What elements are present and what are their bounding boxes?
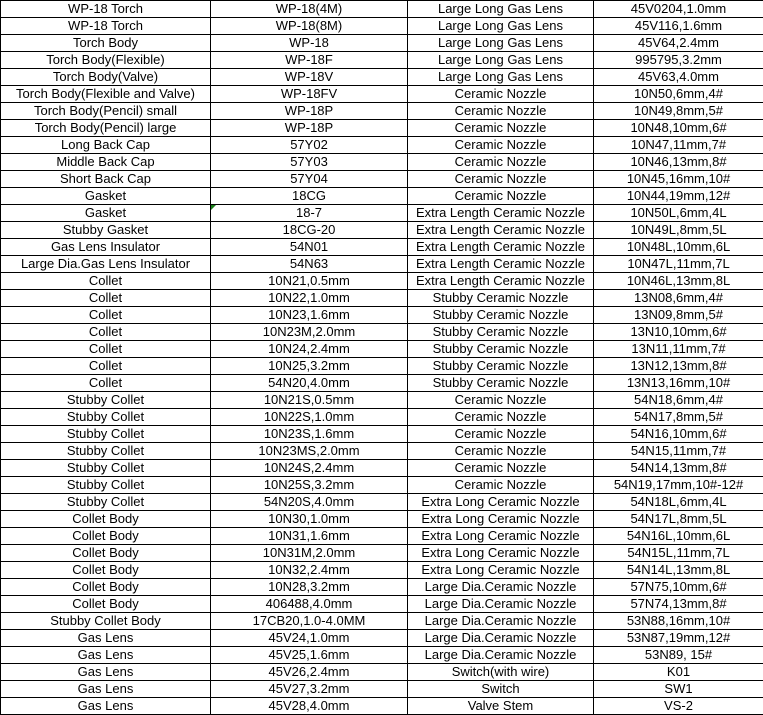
part-number-cell[interactable]: 10N22,1.0mm xyxy=(211,290,408,307)
nozzle-name-cell[interactable]: Switch(with wire) xyxy=(408,664,594,681)
nozzle-name-cell[interactable]: Stubby Ceramic Nozzle xyxy=(408,341,594,358)
nozzle-name-cell[interactable]: Valve Stem xyxy=(408,698,594,715)
nozzle-name-cell[interactable]: Extra Long Ceramic Nozzle xyxy=(408,494,594,511)
table-row xyxy=(1,579,763,596)
nozzle-name-cell[interactable]: Ceramic Nozzle xyxy=(408,103,594,120)
table-row xyxy=(1,307,763,324)
nozzle-name-cell[interactable]: Extra Length Ceramic Nozzle xyxy=(408,222,594,239)
part-number-cell[interactable]: 17CB20,1.0-4.0MM xyxy=(211,613,408,630)
nozzle-name-cell[interactable]: Extra Long Ceramic Nozzle xyxy=(408,545,594,562)
nozzle-spec-cell[interactable]: 10N47L,11mm,7L xyxy=(594,256,763,273)
table-row xyxy=(1,545,763,562)
nozzle-spec-cell[interactable]: VS-2 xyxy=(594,698,763,715)
table-row xyxy=(1,273,763,290)
table-row xyxy=(1,222,763,239)
part-name-cell[interactable]: Stubby Collet xyxy=(1,460,211,477)
part-number-cell[interactable]: 10N30,1.0mm xyxy=(211,511,408,528)
part-name-cell[interactable]: Collet Body xyxy=(1,511,211,528)
table-row xyxy=(1,358,763,375)
nozzle-name-cell[interactable]: Extra Long Ceramic Nozzle xyxy=(408,562,594,579)
part-number-cell[interactable]: WP-18V xyxy=(211,69,408,86)
table-row xyxy=(1,494,763,511)
table-row xyxy=(1,477,763,494)
part-name-cell[interactable]: Torch Body(Flexible) xyxy=(1,52,211,69)
nozzle-name-cell[interactable]: Large Dia.Ceramic Nozzle xyxy=(408,613,594,630)
part-name-cell[interactable]: Stubby Collet xyxy=(1,426,211,443)
part-name-cell[interactable]: Gasket xyxy=(1,188,211,205)
nozzle-name-cell[interactable]: Extra Length Ceramic Nozzle xyxy=(408,256,594,273)
table-row xyxy=(1,103,763,120)
nozzle-name-cell[interactable]: Ceramic Nozzle xyxy=(408,426,594,443)
part-number-cell[interactable]: 45V24,1.0mm xyxy=(211,630,408,647)
part-number-cell[interactable]: WP-18(8M) xyxy=(211,18,408,35)
part-number-cell[interactable]: 45V25,1.6mm xyxy=(211,647,408,664)
table-row xyxy=(1,664,763,681)
part-name-cell[interactable]: Torch Body(Flexible and Valve) xyxy=(1,86,211,103)
part-number-cell[interactable]: WP-18 xyxy=(211,35,408,52)
part-number-cell[interactable]: 57Y02 xyxy=(211,137,408,154)
part-number-cell[interactable]: WP-18FV xyxy=(211,86,408,103)
part-name-cell[interactable]: Collet xyxy=(1,324,211,341)
table-row xyxy=(1,86,763,103)
nozzle-spec-cell[interactable]: 57N74,13mm,8# xyxy=(594,596,763,613)
part-name-cell[interactable]: Stubby Collet xyxy=(1,477,211,494)
table-row xyxy=(1,630,763,647)
part-name-cell[interactable]: Stubby Gasket xyxy=(1,222,211,239)
table-row xyxy=(1,392,763,409)
nozzle-name-cell[interactable]: Stubby Ceramic Nozzle xyxy=(408,290,594,307)
part-name-cell[interactable]: Stubby Collet xyxy=(1,392,211,409)
nozzle-spec-cell[interactable]: 53N88,16mm,10# xyxy=(594,613,763,630)
nozzle-name-cell[interactable]: Ceramic Nozzle xyxy=(408,86,594,103)
nozzle-name-cell[interactable]: Ceramic Nozzle xyxy=(408,154,594,171)
nozzle-spec-cell[interactable]: 10N49L,8mm,5L xyxy=(594,222,763,239)
nozzle-spec-cell[interactable]: 10N50L,6mm,4L xyxy=(594,205,763,222)
table-row xyxy=(1,239,763,256)
table-row xyxy=(1,647,763,664)
part-name-cell[interactable]: WP-18 Torch xyxy=(1,1,211,18)
part-name-cell[interactable]: Collet xyxy=(1,273,211,290)
nozzle-name-cell[interactable]: Ceramic Nozzle xyxy=(408,392,594,409)
nozzle-spec-cell[interactable]: 13N11,11mm,7# xyxy=(594,341,763,358)
table-row xyxy=(1,256,763,273)
part-name-cell[interactable]: Short Back Cap xyxy=(1,171,211,188)
table-row xyxy=(1,698,763,715)
nozzle-name-cell[interactable]: Stubby Ceramic Nozzle xyxy=(408,324,594,341)
nozzle-spec-cell[interactable]: 45V64,2.4mm xyxy=(594,35,763,52)
nozzle-name-cell[interactable]: Extra Length Ceramic Nozzle xyxy=(408,239,594,256)
table-row xyxy=(1,69,763,86)
part-name-cell[interactable]: Gas Lens xyxy=(1,681,211,698)
part-name-cell[interactable]: Middle Back Cap xyxy=(1,154,211,171)
part-number-cell[interactable]: 10N23S,1.6mm xyxy=(211,426,408,443)
part-number-cell[interactable]: 54N01 xyxy=(211,239,408,256)
table-row xyxy=(1,562,763,579)
nozzle-spec-cell[interactable]: 54N16,10mm,6# xyxy=(594,426,763,443)
part-number-cell[interactable]: 54N63 xyxy=(211,256,408,273)
nozzle-spec-cell[interactable]: 13N09,8mm,5# xyxy=(594,307,763,324)
part-number-cell[interactable]: 10N25,3.2mm xyxy=(211,358,408,375)
nozzle-name-cell[interactable]: Stubby Ceramic Nozzle xyxy=(408,307,594,324)
part-number-cell[interactable]: 406488,4.0mm xyxy=(211,596,408,613)
nozzle-spec-cell[interactable]: 54N16L,10mm,6L xyxy=(594,528,763,545)
nozzle-name-cell[interactable]: Extra Length Ceramic Nozzle xyxy=(408,273,594,290)
table-row xyxy=(1,426,763,443)
table-row xyxy=(1,18,763,35)
part-name-cell[interactable]: Torch Body(Pencil) small xyxy=(1,103,211,120)
nozzle-spec-cell[interactable]: 53N89, 15# xyxy=(594,647,763,664)
part-number-cell[interactable]: 18CG-20 xyxy=(211,222,408,239)
table-row xyxy=(1,596,763,613)
part-name-cell[interactable]: Torch Body(Valve) xyxy=(1,69,211,86)
nozzle-name-cell[interactable]: Ceramic Nozzle xyxy=(408,137,594,154)
part-name-cell[interactable]: Gas Lens xyxy=(1,630,211,647)
table-row xyxy=(1,681,763,698)
part-number-cell[interactable]: 10N24S,2.4mm xyxy=(211,460,408,477)
nozzle-name-cell[interactable]: Large Long Gas Lens xyxy=(408,1,594,18)
part-name-cell[interactable]: Gas Lens Insulator xyxy=(1,239,211,256)
part-name-cell[interactable]: Gas Lens xyxy=(1,664,211,681)
table-row xyxy=(1,341,763,358)
nozzle-spec-cell[interactable]: 10N46,13mm,8# xyxy=(594,154,763,171)
part-number-cell[interactable]: WP-18F xyxy=(211,52,408,69)
nozzle-spec-cell[interactable]: 54N19,17mm,10#-12# xyxy=(594,477,763,494)
part-number-cell[interactable]: WP-18P xyxy=(211,120,408,137)
nozzle-spec-cell[interactable]: 10N48L,10mm,6L xyxy=(594,239,763,256)
part-number-cell[interactable]: 10N21,0.5mm xyxy=(211,273,408,290)
part-name-cell[interactable]: Collet Body xyxy=(1,545,211,562)
table-row xyxy=(1,409,763,426)
nozzle-name-cell[interactable]: Ceramic Nozzle xyxy=(408,460,594,477)
nozzle-spec-cell[interactable]: 54N17,8mm,5# xyxy=(594,409,763,426)
nozzle-spec-cell[interactable]: 13N13,16mm,10# xyxy=(594,375,763,392)
table-row xyxy=(1,171,763,188)
part-name-cell[interactable]: WP-18 Torch xyxy=(1,18,211,35)
part-name-cell[interactable]: Collet xyxy=(1,290,211,307)
nozzle-spec-cell[interactable]: 10N44,19mm,12# xyxy=(594,188,763,205)
part-number-cell[interactable]: 10N28,3.2mm xyxy=(211,579,408,596)
nozzle-spec-cell[interactable]: 54N18L,6mm,4L xyxy=(594,494,763,511)
part-name-cell[interactable]: Torch Body xyxy=(1,35,211,52)
part-number-cell[interactable]: 18-7 xyxy=(211,205,408,222)
nozzle-spec-cell[interactable]: 13N08,6mm,4# xyxy=(594,290,763,307)
part-number-cell[interactable]: 45V26,2.4mm xyxy=(211,664,408,681)
nozzle-spec-cell[interactable]: 995795,3.2mm xyxy=(594,52,763,69)
part-name-cell[interactable]: Collet xyxy=(1,341,211,358)
nozzle-name-cell[interactable]: Large Dia.Ceramic Nozzle xyxy=(408,630,594,647)
table-row xyxy=(1,120,763,137)
part-number-cell[interactable]: 54N20S,4.0mm xyxy=(211,494,408,511)
table-row xyxy=(1,460,763,477)
part-number-cell[interactable]: 10N23M,2.0mm xyxy=(211,324,408,341)
part-number-cell[interactable]: 10N23MS,2.0mm xyxy=(211,443,408,460)
part-number-cell[interactable]: 10N21S,0.5mm xyxy=(211,392,408,409)
part-number-cell[interactable]: WP-18(4M) xyxy=(211,1,408,18)
part-number-cell[interactable]: 45V27,3.2mm xyxy=(211,681,408,698)
nozzle-name-cell[interactable]: Large Long Gas Lens xyxy=(408,35,594,52)
nozzle-name-cell[interactable]: Ceramic Nozzle xyxy=(408,120,594,137)
table-row xyxy=(1,52,763,69)
part-number-cell[interactable]: 18CG xyxy=(211,188,408,205)
nozzle-name-cell[interactable]: Large Long Gas Lens xyxy=(408,18,594,35)
part-number-cell[interactable]: 10N31M,2.0mm xyxy=(211,545,408,562)
table-row xyxy=(1,528,763,545)
part-name-cell[interactable]: Stubby Collet xyxy=(1,494,211,511)
table-row xyxy=(1,511,763,528)
part-number-cell[interactable]: 10N31,1.6mm xyxy=(211,528,408,545)
table-row xyxy=(1,205,763,222)
nozzle-spec-cell[interactable]: 54N14L,13mm,8L xyxy=(594,562,763,579)
nozzle-name-cell[interactable]: Ceramic Nozzle xyxy=(408,188,594,205)
part-number-cell[interactable]: 10N24,2.4mm xyxy=(211,341,408,358)
table-row xyxy=(1,324,763,341)
nozzle-name-cell[interactable]: Large Long Gas Lens xyxy=(408,52,594,69)
nozzle-name-cell[interactable]: Extra Long Ceramic Nozzle xyxy=(408,528,594,545)
table-row xyxy=(1,137,763,154)
table-row xyxy=(1,375,763,392)
nozzle-name-cell[interactable]: Large Dia.Ceramic Nozzle xyxy=(408,596,594,613)
nozzle-name-cell[interactable]: Switch xyxy=(408,681,594,698)
parts-table-body xyxy=(1,1,763,715)
nozzle-spec-cell[interactable]: 57N75,10mm,6# xyxy=(594,579,763,596)
table-row xyxy=(1,35,763,52)
nozzle-name-cell[interactable]: Large Long Gas Lens xyxy=(408,69,594,86)
nozzle-spec-cell[interactable]: 45V116,1.6mm xyxy=(594,18,763,35)
part-name-cell[interactable]: Torch Body(Pencil) large xyxy=(1,120,211,137)
nozzle-spec-cell[interactable]: 54N14,13mm,8# xyxy=(594,460,763,477)
part-number-cell[interactable]: 57Y03 xyxy=(211,154,408,171)
nozzle-spec-cell[interactable]: 13N10,10mm,6# xyxy=(594,324,763,341)
nozzle-name-cell[interactable]: Stubby Ceramic Nozzle xyxy=(408,358,594,375)
part-name-cell[interactable]: Collet Body xyxy=(1,579,211,596)
nozzle-name-cell[interactable]: Large Dia.Ceramic Nozzle xyxy=(408,647,594,664)
part-name-cell[interactable]: Large Dia.Gas Lens Insulator xyxy=(1,256,211,273)
nozzle-name-cell[interactable]: Large Dia.Ceramic Nozzle xyxy=(408,579,594,596)
table-row xyxy=(1,290,763,307)
nozzle-spec-cell[interactable]: 53N87,19mm,12# xyxy=(594,630,763,647)
nozzle-spec-cell[interactable]: 45V63,4.0mm xyxy=(594,69,763,86)
part-name-cell[interactable]: Long Back Cap xyxy=(1,137,211,154)
part-number-cell[interactable]: 57Y04 xyxy=(211,171,408,188)
nozzle-spec-cell[interactable]: 45V0204,1.0mm xyxy=(594,1,763,18)
part-name-cell[interactable]: Gas Lens xyxy=(1,698,211,715)
nozzle-name-cell[interactable]: Extra Long Ceramic Nozzle xyxy=(408,511,594,528)
part-number-cell[interactable]: 45V28,4.0mm xyxy=(211,698,408,715)
nozzle-spec-cell[interactable]: 10N50,6mm,4# xyxy=(594,86,763,103)
table-row xyxy=(1,613,763,630)
part-name-cell[interactable]: Collet Body xyxy=(1,596,211,613)
part-name-cell[interactable]: Collet Body xyxy=(1,528,211,545)
part-number-cell[interactable]: 10N23,1.6mm xyxy=(211,307,408,324)
part-name-cell[interactable]: Gasket xyxy=(1,205,211,222)
table-row xyxy=(1,154,763,171)
nozzle-spec-cell[interactable]: 10N47,11mm,7# xyxy=(594,137,763,154)
part-number-cell[interactable]: 10N22S,1.0mm xyxy=(211,409,408,426)
nozzle-spec-cell[interactable]: 10N46L,13mm,8L xyxy=(594,273,763,290)
nozzle-name-cell[interactable]: Ceramic Nozzle xyxy=(408,409,594,426)
table-row xyxy=(1,188,763,205)
nozzle-name-cell[interactable]: Ceramic Nozzle xyxy=(408,443,594,460)
part-name-cell[interactable]: Collet xyxy=(1,375,211,392)
nozzle-spec-cell[interactable]: 10N49,8mm,5# xyxy=(594,103,763,120)
part-name-cell[interactable]: Collet xyxy=(1,307,211,324)
part-name-cell[interactable]: Stubby Collet xyxy=(1,443,211,460)
part-number-cell[interactable]: 10N25S,3.2mm xyxy=(211,477,408,494)
nozzle-spec-cell[interactable]: K01 xyxy=(594,664,763,681)
nozzle-name-cell[interactable]: Ceramic Nozzle xyxy=(408,477,594,494)
nozzle-spec-cell[interactable]: 10N48,10mm,6# xyxy=(594,120,763,137)
nozzle-name-cell[interactable]: Ceramic Nozzle xyxy=(408,171,594,188)
nozzle-spec-cell[interactable]: 54N15L,11mm,7L xyxy=(594,545,763,562)
part-name-cell[interactable]: Stubby Collet xyxy=(1,409,211,426)
nozzle-spec-cell[interactable]: 54N17L,8mm,5L xyxy=(594,511,763,528)
table-row xyxy=(1,1,763,18)
part-name-cell[interactable]: Stubby Collet Body xyxy=(1,613,211,630)
part-number-cell[interactable]: 54N20,4.0mm xyxy=(211,375,408,392)
nozzle-name-cell[interactable]: Extra Length Ceramic Nozzle xyxy=(408,205,594,222)
part-name-cell[interactable]: Collet Body xyxy=(1,562,211,579)
nozzle-spec-cell[interactable]: 54N18,6mm,4# xyxy=(594,392,763,409)
nozzle-spec-cell[interactable]: 10N45,16mm,10# xyxy=(594,171,763,188)
nozzle-spec-cell[interactable]: 54N15,11mm,7# xyxy=(594,443,763,460)
part-name-cell[interactable]: Gas Lens xyxy=(1,647,211,664)
part-name-cell[interactable]: Collet xyxy=(1,358,211,375)
nozzle-spec-cell[interactable]: SW1 xyxy=(594,681,763,698)
part-number-cell[interactable]: WP-18P xyxy=(211,103,408,120)
nozzle-name-cell[interactable]: Stubby Ceramic Nozzle xyxy=(408,375,594,392)
table-row xyxy=(1,443,763,460)
part-number-cell[interactable]: 10N32,2.4mm xyxy=(211,562,408,579)
nozzle-spec-cell[interactable]: 13N12,13mm,8# xyxy=(594,358,763,375)
cell-comment-indicator-icon xyxy=(211,205,216,210)
